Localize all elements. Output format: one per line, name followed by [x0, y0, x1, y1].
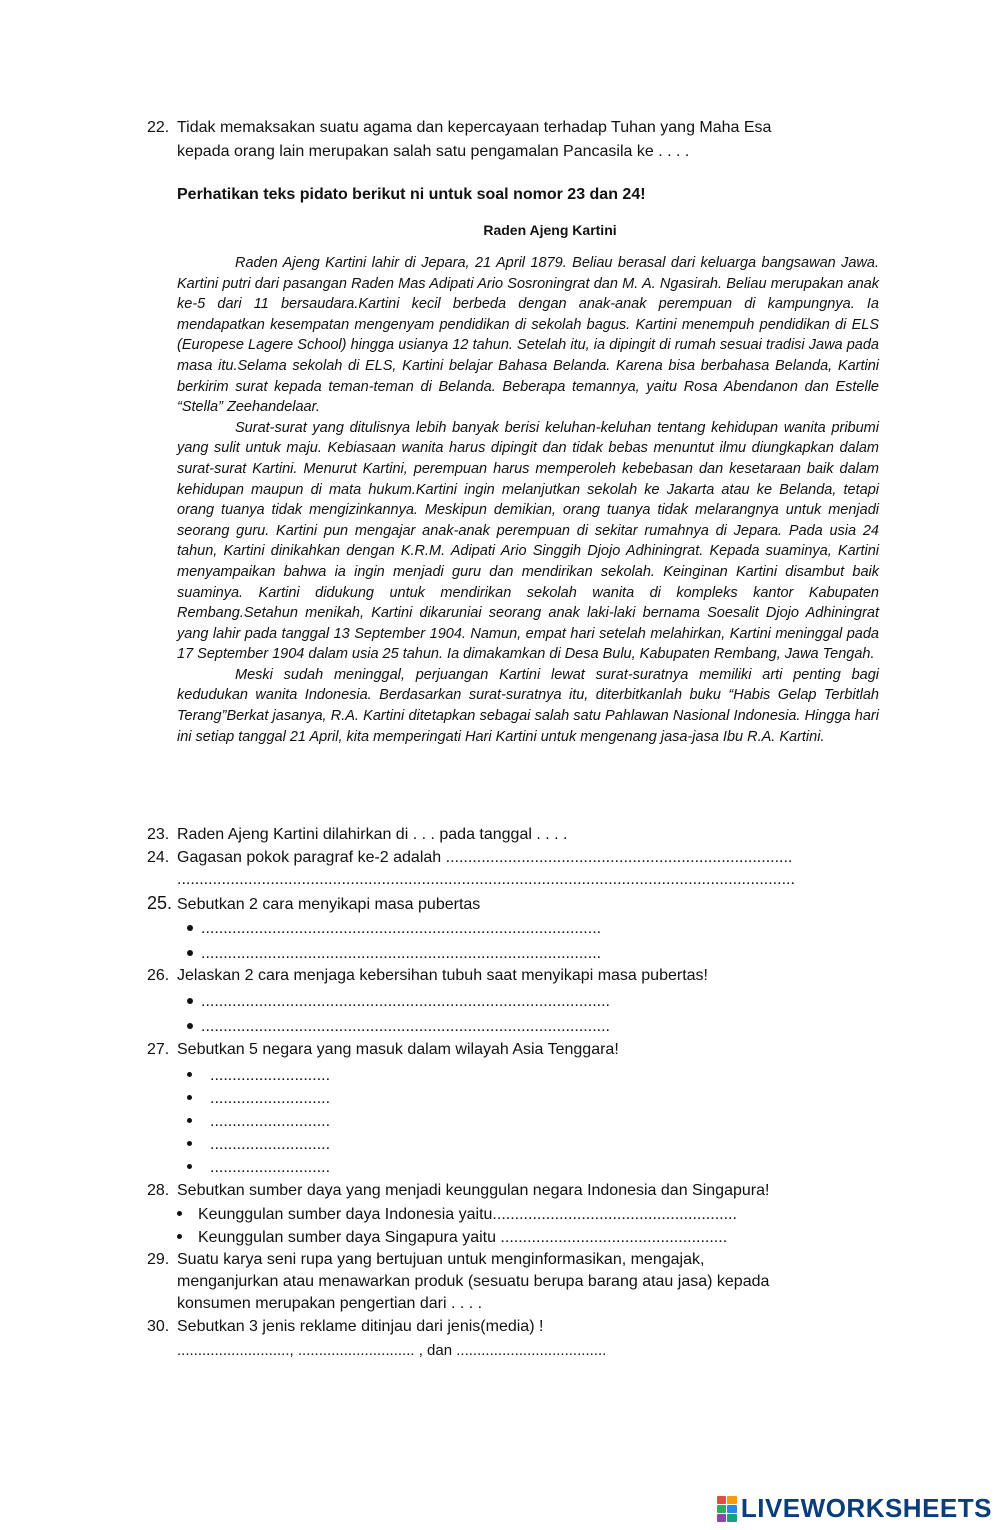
question-text: Sebutkan 5 negara yang masuk dalam wilayah Asia Tenggara!: [177, 1041, 619, 1058]
bullet-icon: [187, 1023, 193, 1029]
question-text: Tidak memaksakan suatu agama dan kepercayaan terhadap Tuhan yang Maha Esa: [177, 119, 772, 136]
question-28: [147, 1180, 769, 1202]
logo-block: [727, 1496, 737, 1504]
answer-line-24[interactable]: ...........................................................................................................................................: [177, 871, 795, 888]
answer-blank[interactable]: ...........................: [187, 1157, 330, 1179]
bullet-icon: [187, 950, 193, 956]
answer-blank[interactable]: ...........................: [187, 1111, 330, 1133]
question-text: Jelaskan 2 cara menjaga kebersihan tubuh saat menyikapi masa pubertas!: [177, 967, 708, 984]
bullet-icon: [187, 1095, 192, 1100]
question-number: 26.: [147, 967, 170, 984]
logo-block: [727, 1514, 737, 1522]
bullet-icon: [187, 1118, 192, 1123]
answer-blank[interactable]: ...........................: [187, 1134, 330, 1156]
liveworksheets-logo[interactable]: [717, 1493, 992, 1524]
logo-text: LIVEWORKSHEETS: [740, 1493, 992, 1523]
question-number: 25.: [147, 893, 173, 913]
answer-blank[interactable]: ...........................: [187, 1088, 330, 1110]
question-30: [147, 1316, 543, 1338]
question-number: 24.: [147, 849, 170, 866]
question-23: [147, 824, 567, 846]
bullet-icon: [187, 1141, 192, 1146]
answer-item[interactable]: Keunggulan sumber daya Singapura yaitu ...................................................: [177, 1227, 727, 1249]
question-29: [147, 1249, 704, 1271]
question-text[interactable]: Gagasan pokok paragraf ke-2 adalah ..............................................................................: [177, 849, 793, 866]
answer-item[interactable]: Keunggulan sumber daya Indonesia yaitu.......................................................: [177, 1204, 737, 1226]
passage-title: Raden Ajeng Kartini: [483, 222, 617, 238]
logo-block: [727, 1505, 737, 1513]
logo-icon: [717, 1496, 737, 1522]
logo-block: [717, 1505, 727, 1513]
answer-blank[interactable]: ............................................................................................: [187, 1016, 610, 1038]
bullet-icon: [187, 1072, 192, 1077]
question-text: Sebutkan 2 cara menyikapi masa pubertas: [177, 896, 481, 913]
question-29-continuation: konsumen merupakan pengertian dari . . . .: [177, 1295, 483, 1312]
question-22: [147, 117, 771, 139]
logo-block: [717, 1496, 727, 1504]
question-text: Sebutkan sumber daya yang menjadi keunggulan negara Indonesia dan Singapura!: [177, 1182, 770, 1199]
question-number: 27.: [147, 1041, 170, 1058]
logo-block: [717, 1514, 727, 1522]
passage-paragraph-3: Meski sudah meninggal, perjuangan Kartini lewat surat-suratnya memiliki arti penting bagi kedudukan wanita Indonesia. Berdasarkan surat-suratnya itu, diterbitkanlah buku “Habis Gelap Terbitlah Terang”Berkat jasanya, R.A. Kartini ditetapkan sebagai salah satu Pahlawan Nasional Indonesia. Hingga hari ini setiap tanggal 21 April, kita memperingati Hari Kartini untuk mengenang jasa-jasa Ibu R.A. Kartini.: [177, 666, 879, 745]
question-number: 28.: [147, 1182, 170, 1199]
bullet-icon: [177, 1211, 182, 1216]
passage-instruction: Perhatikan teks pidato berikut ni untuk soal nomor 23 dan 24!: [177, 186, 646, 203]
answer-blank[interactable]: ..........................................................................................: [187, 918, 601, 940]
bullet-icon: [177, 1234, 182, 1239]
question-number: 22.: [147, 119, 170, 136]
answer-blank[interactable]: ............................................................................................: [187, 991, 610, 1013]
question-24: [147, 847, 792, 869]
question-number: 29.: [147, 1251, 170, 1268]
bullet-icon: [187, 925, 193, 931]
passage-paragraph-1: Raden Ajeng Kartini lahir di Jepara, 21 April 1879. Beliau berasal dari keluarga bangsawan Jawa. Kartini putri dari pasangan Raden Mas Adipati Ario Sosroningrat dan M. A. Ngasirah. Beliau merupakan anak ke-5 dari 11 bersaudara.Kartini kecil berbeda dengan anak-anak perempuan di kampungnya. Ia mendapatkan kesempatan mengenyam pendidikan di sekolah bagus. Kartini menempuh pendidikan di ELS (Europese Lagere School) hingga usianya 12 tahun. Setelah itu, ia dipingit di rumah sesuai tradisi Jawa pada masa itu.Selama sekolah di ELS, Kartini belajar Bahasa Belanda. Karena bisa berbahasa Belanda, Kartini berkirim surat kepada teman-teman di Belanda. Beberapa temannya, yaitu Rosa Abendanon dan Estelle “Stella” Zeehandelaar.: [177, 255, 879, 416]
question-number: 23.: [147, 826, 170, 843]
question-text: Sebutkan 3 jenis reklame ditinjau dari jenis(media) !: [177, 1318, 544, 1335]
question-number: 30.: [147, 1318, 170, 1335]
answer-blank[interactable]: ..........................................................................................: [187, 943, 601, 965]
bullet-icon: [187, 1164, 192, 1169]
question-text: Raden Ajeng Kartini dilahirkan di . . . pada tanggal . . . .: [177, 826, 568, 843]
question-27: [147, 1039, 619, 1061]
question-25: [147, 892, 480, 916]
bullet-icon: [187, 998, 193, 1004]
answer-line-30[interactable]: ..........................., ............................ , dan ....................................: [177, 1342, 607, 1359]
answer-blank[interactable]: ...........................: [187, 1065, 330, 1087]
passage-text: [177, 253, 879, 747]
question-22-continuation: kepada orang lain merupakan salah satu pengamalan Pancasila ke . . . .: [177, 143, 690, 160]
passage-paragraph-2: Surat-surat yang ditulisnya lebih banyak berisi keluhan-keluhan tentang kehidupan wanita pribumi yang sulit untuk maju. Kebiasaan wanita harus dipingit dan tidak bebas menuntut ilmu diungkapkan dalam surat-surat Kartini. Menurut Kartini, perempuan harus memperoleh kebebasan dan kesetaraan baik dalam kehidupan maupun di mata hukum.Kartini ingin melanjutkan sekolah ke Jakarta atau ke Belanda, tetapi orang tuanya tidak mengizinkannya. Meskipun demikian, orang tuanya tidak melarangnya untuk menjadi seorang guru. Kartini pun mengajar anak-anak perempuan di sekitar rumahnya di Jepara. Pada usia 24 tahun, Kartini dinikahkan dengan K.R.M. Adipati Ario Singgih Djojo Adhiningrat. Kepada suaminya, Kartini menyampaikan bahwa ia ingin menjadi guru dan mendirikan sekolah. Keinginan Kartini disambut baik suaminya. Kartini didukung untuk mendirikan sekolah wanita di kompleks kantor Kabupaten Rembang.Setahun menikah, Kartini dikaruniai seorang anak laki-laki bernama Soesalit Djojo Adhiningrat yang lahir pada tanggal 13 September 1904. Namun, empat hari setelah melahirkan, Kartini meninggal pada 17 September 1904 dalam usia 25 tahun. Ia dimakamkan di Desa Bulu, Kabupaten Rembang, Jawa Tengah.: [177, 419, 879, 663]
question-26: [147, 965, 708, 987]
question-text: Suatu karya seni rupa yang bertujuan untuk menginformasikan, mengajak,: [177, 1251, 705, 1268]
question-29-continuation: menganjurkan atau menawarkan produk (sesuatu berupa barang atau jasa) kepada: [177, 1273, 770, 1290]
